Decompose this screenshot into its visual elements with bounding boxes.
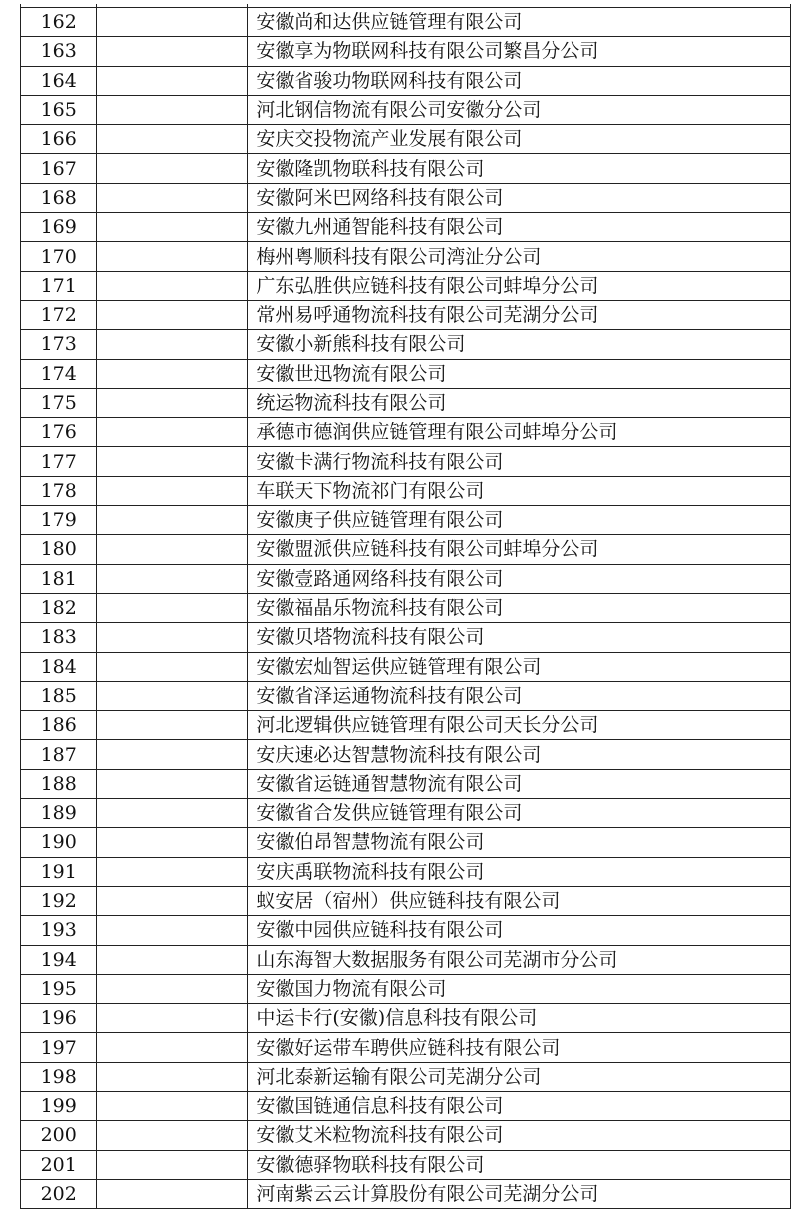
row-number: 167 (21, 154, 97, 183)
row-number: 175 (21, 388, 97, 417)
table-row (21, 300, 791, 329)
company-name: 安徽九州通智能科技有限公司 (248, 213, 791, 242)
table-row (21, 506, 791, 535)
blank-cell (97, 1033, 248, 1062)
company-name: 中运卡行(安徽)信息科技有限公司 (248, 1004, 791, 1033)
row-number: 190 (21, 828, 97, 857)
table-row (21, 1121, 791, 1150)
company-name: 安徽尚和达供应链管理有限公司 (248, 8, 791, 37)
table-row (21, 711, 791, 740)
table-row (21, 213, 791, 242)
company-name: 安庆交投物流产业发展有限公司 (248, 125, 791, 154)
table-row (21, 1004, 791, 1033)
row-number: 176 (21, 418, 97, 447)
blank-cell (97, 623, 248, 652)
row-number: 183 (21, 623, 97, 652)
table-row (21, 1091, 791, 1120)
company-name: 河北逻辑供应链管理有限公司天长分公司 (248, 711, 791, 740)
blank-cell (97, 974, 248, 1003)
blank-cell (97, 183, 248, 212)
blank-cell (97, 828, 248, 857)
company-name: 安庆速必达智慧物流科技有限公司 (248, 740, 791, 769)
blank-cell (97, 1179, 248, 1208)
company-name: 安徽中园供应链科技有限公司 (248, 916, 791, 945)
blank-cell (97, 95, 248, 124)
table-row (21, 330, 791, 359)
table-row (21, 1062, 791, 1091)
table-row (21, 154, 791, 183)
table-row (21, 37, 791, 66)
blank-cell (97, 1150, 248, 1179)
table-row (21, 1150, 791, 1179)
company-name: 安徽隆凯物联科技有限公司 (248, 154, 791, 183)
row-number: 188 (21, 769, 97, 798)
row-number: 194 (21, 945, 97, 974)
blank-cell (97, 242, 248, 271)
company-name: 安徽庚子供应链管理有限公司 (248, 506, 791, 535)
blank-cell (97, 1062, 248, 1091)
company-name: 安徽德驿物联科技有限公司 (248, 1150, 791, 1179)
row-number: 182 (21, 593, 97, 622)
blank-cell (97, 1004, 248, 1033)
row-number: 201 (21, 1150, 97, 1179)
company-name: 安徽宏灿智运供应链管理有限公司 (248, 652, 791, 681)
row-number: 189 (21, 799, 97, 828)
row-number: 163 (21, 37, 97, 66)
blank-cell (97, 271, 248, 300)
row-number: 202 (21, 1179, 97, 1208)
company-name: 河南紫云云计算股份有限公司芜湖分公司 (248, 1179, 791, 1208)
blank-cell (97, 359, 248, 388)
row-number: 181 (21, 564, 97, 593)
table-row (21, 66, 791, 95)
blank-cell (97, 476, 248, 505)
table-row (21, 1179, 791, 1208)
blank-cell (97, 330, 248, 359)
blank-cell (97, 300, 248, 329)
blank-cell (97, 388, 248, 417)
table-row (21, 916, 791, 945)
table-row (21, 652, 791, 681)
table-row (21, 125, 791, 154)
row-number: 199 (21, 1091, 97, 1120)
row-number: 178 (21, 476, 97, 505)
blank-cell (97, 37, 248, 66)
company-name: 安徽省合发供应链管理有限公司 (248, 799, 791, 828)
row-number: 174 (21, 359, 97, 388)
company-name: 广东弘胜供应链科技有限公司蚌埠分公司 (248, 271, 791, 300)
company-name: 安徽福晶乐物流科技有限公司 (248, 593, 791, 622)
table-row (21, 799, 791, 828)
blank-cell (97, 125, 248, 154)
row-number: 186 (21, 711, 97, 740)
table-row (21, 95, 791, 124)
company-name: 安徽阿米巴网络科技有限公司 (248, 183, 791, 212)
blank-cell (97, 1121, 248, 1150)
company-name: 河北泰新运输有限公司芜湖分公司 (248, 1062, 791, 1091)
table-row (21, 271, 791, 300)
row-number: 168 (21, 183, 97, 212)
blank-cell (97, 154, 248, 183)
row-number: 196 (21, 1004, 97, 1033)
company-name: 山东海智大数据服务有限公司芜湖市分公司 (248, 945, 791, 974)
company-name: 安徽小新熊科技有限公司 (248, 330, 791, 359)
company-name: 安徽省骏功物联网科技有限公司 (248, 66, 791, 95)
row-number: 164 (21, 66, 97, 95)
blank-cell (97, 681, 248, 710)
table-row (21, 1033, 791, 1062)
table-row (21, 476, 791, 505)
blank-cell (97, 213, 248, 242)
row-number: 172 (21, 300, 97, 329)
company-name: 安徽省泽运通物流科技有限公司 (248, 681, 791, 710)
company-name: 蚁安居（宿州）供应链科技有限公司 (248, 886, 791, 915)
row-number: 179 (21, 506, 97, 535)
row-number: 177 (21, 447, 97, 476)
row-number: 191 (21, 857, 97, 886)
company-name: 安徽盟派供应链科技有限公司蚌埠分公司 (248, 535, 791, 564)
row-number: 170 (21, 242, 97, 271)
row-number: 200 (21, 1121, 97, 1150)
table-row (21, 8, 791, 37)
blank-cell (97, 740, 248, 769)
row-number: 185 (21, 681, 97, 710)
blank-cell (97, 886, 248, 915)
row-number: 171 (21, 271, 97, 300)
table-row (21, 945, 791, 974)
table-row (21, 359, 791, 388)
blank-cell (97, 1091, 248, 1120)
company-name: 梅州粤顺科技有限公司湾沚分公司 (248, 242, 791, 271)
row-number: 195 (21, 974, 97, 1003)
company-name: 安徽壹路通网络科技有限公司 (248, 564, 791, 593)
blank-cell (97, 564, 248, 593)
table-row (21, 183, 791, 212)
table-row (21, 593, 791, 622)
company-name: 安庆禹联物流科技有限公司 (248, 857, 791, 886)
company-name: 安徽卡满行物流科技有限公司 (248, 447, 791, 476)
blank-cell (97, 535, 248, 564)
table-row (21, 828, 791, 857)
row-number: 197 (21, 1033, 97, 1062)
row-number: 198 (21, 1062, 97, 1091)
company-name: 常州易呼通物流科技有限公司芜湖分公司 (248, 300, 791, 329)
company-name: 承德市德润供应链管理有限公司蚌埠分公司 (248, 418, 791, 447)
table-row (21, 740, 791, 769)
blank-cell (97, 799, 248, 828)
company-name: 车联天下物流祁门有限公司 (248, 476, 791, 505)
table-row (21, 623, 791, 652)
table-row (21, 857, 791, 886)
table-row (21, 418, 791, 447)
company-name: 安徽国链通信息科技有限公司 (248, 1091, 791, 1120)
row-number: 187 (21, 740, 97, 769)
company-name: 安徽伯昂智慧物流有限公司 (248, 828, 791, 857)
blank-cell (97, 418, 248, 447)
blank-cell (97, 447, 248, 476)
row-number: 165 (21, 95, 97, 124)
table-body (21, 4, 791, 1209)
company-name: 安徽贝塔物流科技有限公司 (248, 623, 791, 652)
blank-cell (97, 945, 248, 974)
company-name: 安徽省运链通智慧物流有限公司 (248, 769, 791, 798)
table-row (21, 447, 791, 476)
row-number: 166 (21, 125, 97, 154)
table-row (21, 769, 791, 798)
company-name: 安徽艾米粒物流科技有限公司 (248, 1121, 791, 1150)
company-name: 安徽享为物联网科技有限公司繁昌分公司 (248, 37, 791, 66)
company-name: 安徽世迅物流有限公司 (248, 359, 791, 388)
row-number: 184 (21, 652, 97, 681)
blank-cell (97, 769, 248, 798)
table-row (21, 535, 791, 564)
company-name: 统运物流科技有限公司 (248, 388, 791, 417)
blank-cell (97, 857, 248, 886)
blank-cell (97, 593, 248, 622)
row-number: 162 (21, 8, 97, 37)
table-row (21, 242, 791, 271)
row-number: 169 (21, 213, 97, 242)
row-number: 192 (21, 886, 97, 915)
blank-cell (97, 711, 248, 740)
blank-cell (97, 916, 248, 945)
table-row (21, 388, 791, 417)
company-list-table (20, 4, 791, 1209)
blank-cell (97, 66, 248, 95)
company-list-table-container (20, 4, 791, 1209)
table-row (21, 564, 791, 593)
blank-cell (97, 652, 248, 681)
row-number: 180 (21, 535, 97, 564)
company-name: 安徽国力物流有限公司 (248, 974, 791, 1003)
table-row (21, 974, 791, 1003)
row-number: 173 (21, 330, 97, 359)
company-name: 安徽好运带车聘供应链科技有限公司 (248, 1033, 791, 1062)
blank-cell (97, 506, 248, 535)
row-number: 193 (21, 916, 97, 945)
blank-cell (97, 8, 248, 37)
table-row (21, 681, 791, 710)
table-row (21, 886, 791, 915)
company-name: 河北钢信物流有限公司安徽分公司 (248, 95, 791, 124)
